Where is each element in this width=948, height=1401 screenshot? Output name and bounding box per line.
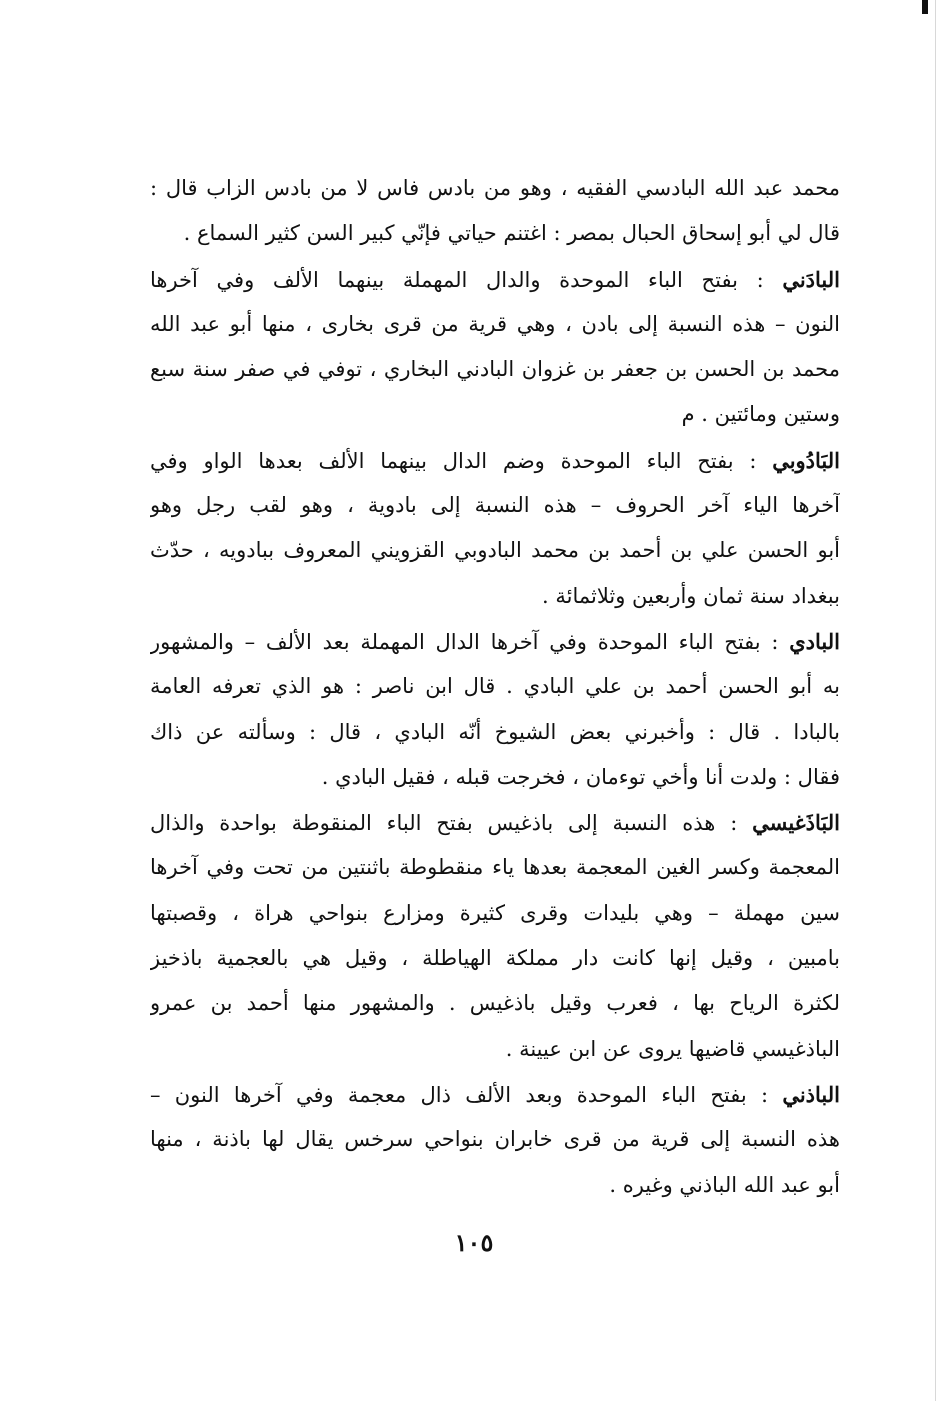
text-line <box>150 1072 840 1117</box>
scan-edge-mark <box>922 0 928 14</box>
text-line <box>150 619 840 664</box>
page-body-text <box>150 166 840 1208</box>
entry-headword: البَاذَغيسي <box>752 810 840 836</box>
text-line <box>150 483 840 528</box>
text-line <box>150 438 840 483</box>
text-segment: آخرها الياء آخر الحروف – هذه النسبة إلى بادوية ، وهو لقب رجل وهو <box>150 493 840 518</box>
text-segment: قال لي أبو إسحاق الحبال بمصر : اغتنم حياتي فإنّي كبير السن كثير السماع . <box>183 221 840 246</box>
text-segment: أبو عبد الله الباذني وغيره . <box>609 1172 840 1197</box>
text-line <box>150 392 840 437</box>
text-segment: المعجمة وكسر الغين المعجمة بعدها ياء منقطوطة باثنتين من تحت وفي آخرها <box>150 855 840 880</box>
text-line <box>150 302 840 347</box>
text-segment: النون – هذه النسبة إلى بادن ، وهي قرية من قرى بخارى ، منها أبو عبد الله <box>150 311 840 336</box>
text-line <box>150 257 840 302</box>
text-segment: : بفتح الباء الموحدة والدال المهملة بينهما الألف وفي آخرها <box>150 267 783 292</box>
text-line <box>150 1027 840 1072</box>
text-segment: : بفتح الباء الموحدة وضم الدال بينهما الألف بعدها الواو وفي <box>150 448 773 473</box>
text-line <box>150 800 840 845</box>
text-segment: : هذه النسبة إلى باذغيس بفتح الباء المنقوطة بواحدة والذال <box>150 811 753 836</box>
text-line <box>150 166 840 211</box>
text-segment: الباذغيسي قاضيها يروى عن ابن عيينة . <box>505 1036 840 1061</box>
text-segment: : بفتح الباء الموحدة وفي آخرها الدال المهملة بعد الألف – والمشهور <box>150 629 790 654</box>
text-line <box>150 845 840 890</box>
entry-headword: البَادُوبي <box>772 447 840 473</box>
text-segment: : بفتح الباء الموحدة وبعد الألف ذال معجمة وفي آخرها النون – <box>150 1082 783 1107</box>
text-line <box>150 755 840 800</box>
entry-headword: الباذني <box>782 1081 840 1107</box>
text-segment: هذه النسبة إلى قرية من قرى خابران بنواحي سرخس يقال لها باذنة ، منها <box>150 1127 840 1152</box>
text-line <box>150 347 840 392</box>
entry-headword: البادي <box>789 628 840 654</box>
scan-edge-rule <box>935 0 936 1401</box>
page-number: ١٠٥ <box>454 1228 494 1257</box>
text-segment: فقال : ولدت أنا وأخي توءمان ، فخرجت قبله ، فقيل البادي . <box>321 764 840 789</box>
text-line <box>150 574 840 619</box>
text-segment: سين مهملة – وهي بليدات وقرى كثيرة ومزارع بنواحي هراة ، وقصبتها <box>150 900 840 925</box>
text-segment: بالبادا . قال : وأخبرني بعض الشيوخ أنّه البادي ، قال : وسألته عن ذاك <box>150 719 840 744</box>
text-line <box>150 891 840 936</box>
text-line <box>150 981 840 1026</box>
text-segment: به أبو الحسن أحمد بن علي البادي . قال ابن ناصر : هو الذي تعرفه العامة <box>150 674 840 699</box>
text-segment: أبو الحسن علي بن أحمد بن محمد البادوبي القزويني المعروف ببادويه ، حدّث <box>150 538 840 563</box>
text-line <box>150 664 840 709</box>
text-line <box>150 1117 840 1162</box>
text-line <box>150 936 840 981</box>
text-segment: ببغداد سنة ثمان وأربعين وثلاثمائة . <box>542 583 840 608</box>
text-line <box>150 211 840 256</box>
entry-headword: البادَني <box>782 266 840 292</box>
text-segment: لكثرة الرياح بها ، فعرب وقيل باذغيس . والمشهور منها أحمد بن عمرو <box>150 991 840 1016</box>
text-segment: وستين ومائتين . م <box>681 402 840 427</box>
text-line <box>150 528 840 573</box>
text-segment: محمد بن الحسن بن جعفر بن غزوان البادني البخاري ، توفي في صفر سنة سبع <box>150 357 840 382</box>
text-line <box>150 710 840 755</box>
text-segment: بامبين ، وقيل إنها كانت دار مملكة الهياطلة ، وقيل هي بالعجمية باذخيز <box>150 946 840 971</box>
text-line <box>150 1163 840 1208</box>
text-segment: محمد عبد الله البادسي الفقيه ، وهو من بادس فاس لا من بادس الزاب قال : <box>150 176 840 200</box>
